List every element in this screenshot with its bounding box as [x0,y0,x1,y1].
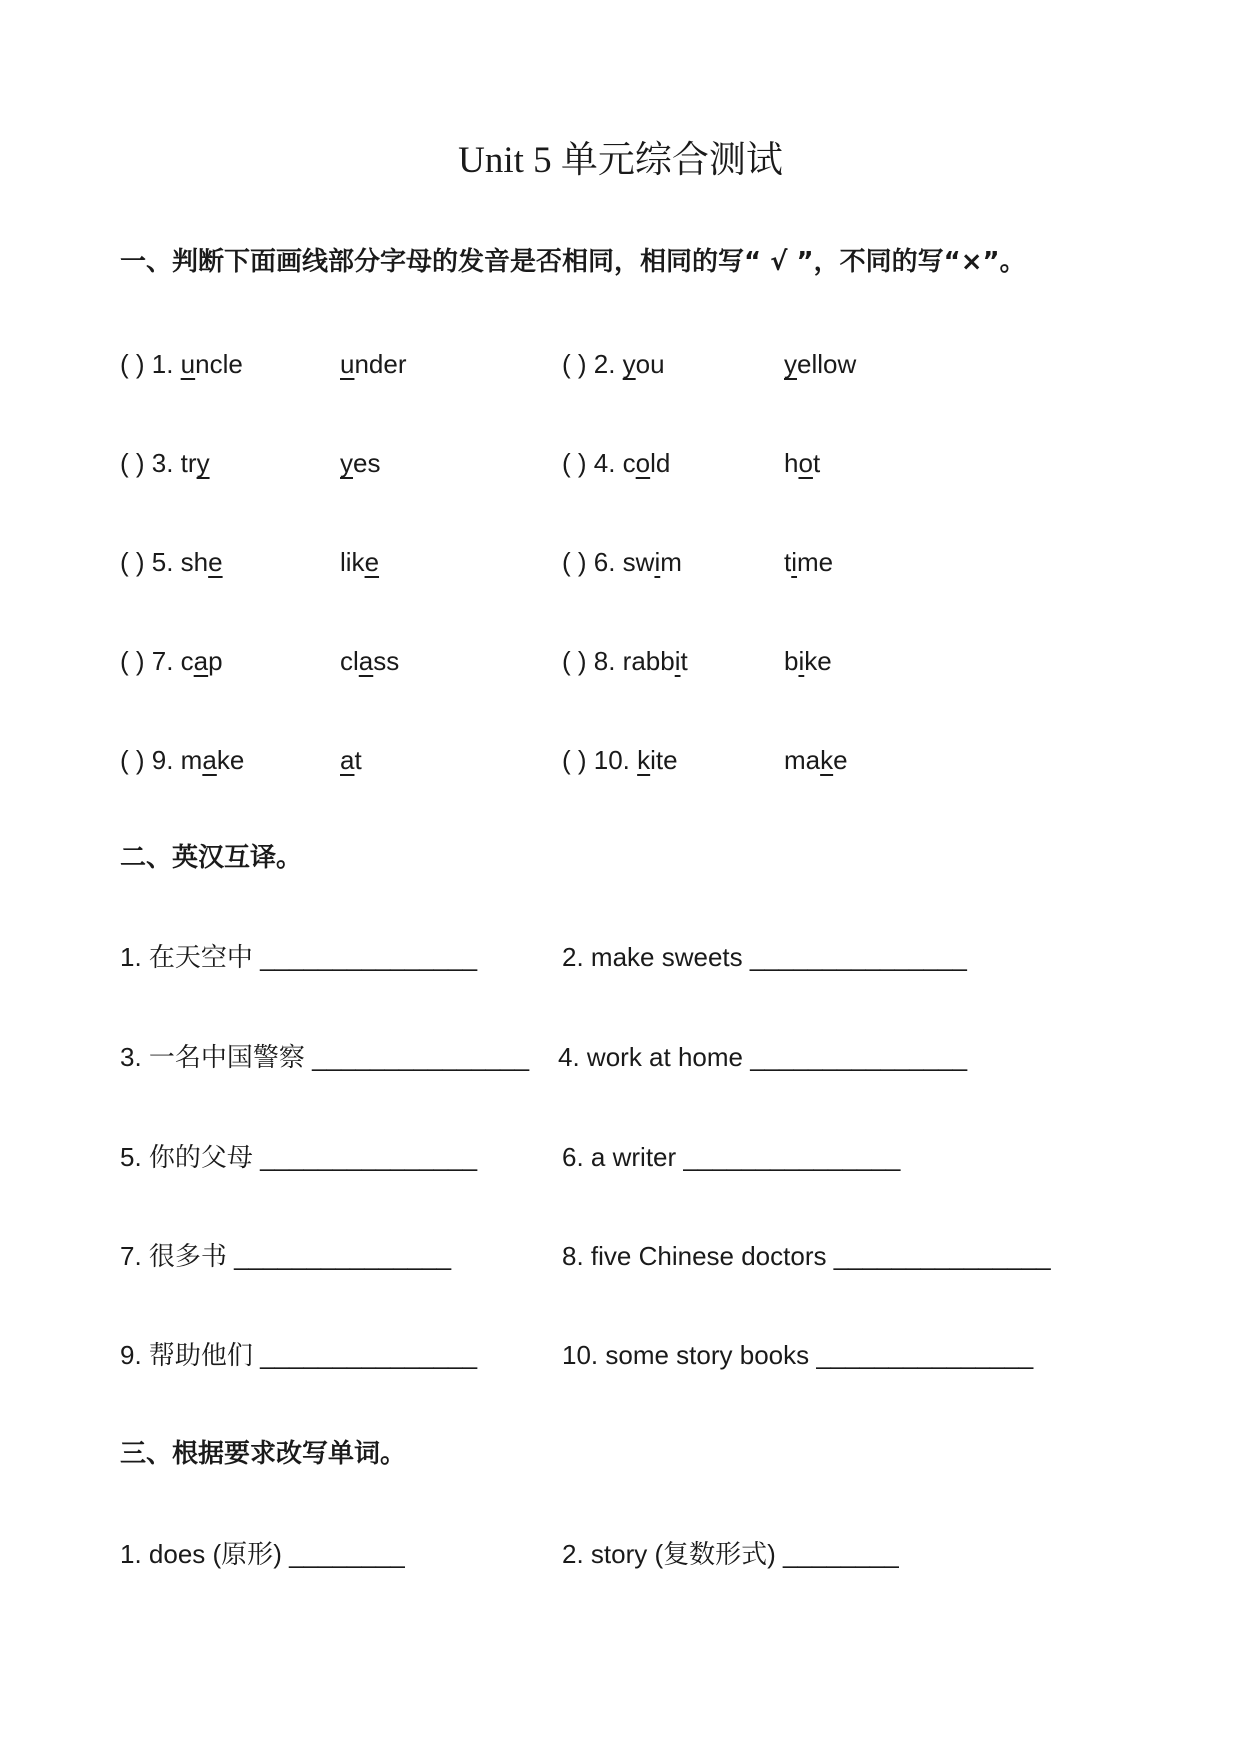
answer-blank: ) ________ [767,1539,899,1569]
pronunciation-item [120,747,244,773]
item-text: 你的父母 [148,1143,253,1173]
underlined-letters: e [364,547,380,577]
item-text: a writer [590,1142,677,1172]
item-number: 3. [120,1042,149,1072]
word-part: t [812,448,821,478]
answer-blank: _______________ [252,1340,478,1370]
pronunciation-item [562,549,682,575]
item-label: ( ) 4. [562,448,623,478]
underlined-letters: k [637,745,651,775]
answer-blank: _______________ [252,942,478,972]
page-title: Unit 5 单元综合测试 [458,140,783,181]
item-text: five Chinese doctors [590,1241,827,1271]
compare-word [784,450,820,476]
underlined-letters: a [202,745,217,775]
word-part: ss [373,646,400,676]
answer-blank: _______________ [826,1241,1051,1271]
translation-item [120,944,477,971]
underlined-letters: k [820,745,834,775]
underlined-letters: i [674,646,681,676]
word-part: ke [216,745,245,775]
rewrite-item [120,1541,405,1568]
item-note: 原形 [221,1540,274,1570]
translation-item [120,1144,477,1171]
word-part: es [353,448,381,478]
item-label: ( ) 7. [120,646,181,676]
word-part: ma [784,745,821,775]
underlined-letters: y [196,448,210,478]
item-word: 2. story ( [562,1539,664,1569]
pronunciation-item [120,450,210,476]
item-label: ( ) 6. [562,547,623,577]
translation-item [120,1044,529,1071]
pronunciation-item [562,450,670,476]
item-word: 1. does ( [120,1539,222,1569]
translation-item [120,1243,451,1270]
word-part: h [784,448,799,478]
compare-word [784,549,833,575]
translation-item [562,944,967,970]
translation-item [562,1243,1051,1269]
item-label: ( ) 5. [120,547,181,577]
item-note: 复数形式 [663,1540,768,1570]
pronunciation-item [120,351,243,377]
word-part: ncle [195,349,243,379]
word-part: t [354,745,362,775]
item-label: ( ) 9. [120,745,181,775]
word-part: e [833,745,848,775]
item-number: 7. [120,1241,149,1271]
item-number: 5. [120,1142,149,1172]
word-part: sh [180,547,209,577]
underlined-letters: i [798,646,805,676]
answer-blank: _______________ [742,942,967,972]
item-text: 帮助他们 [148,1341,253,1371]
word-part: t [680,646,688,676]
word-part: nder [354,349,407,379]
item-label: ( ) 2. [562,349,623,379]
underlined-letters: y [784,349,797,379]
word-part: tr [180,448,197,478]
compare-word [340,549,379,575]
pronunciation-item [562,351,665,377]
word-part: t [784,547,792,577]
compare-word [340,351,407,377]
item-text: some story books [605,1340,810,1370]
item-number: 9. [120,1340,149,1370]
item-text: work at home [586,1042,743,1072]
underlined-letters: a [358,646,374,676]
translation-item [558,1044,967,1070]
item-text: 很多书 [148,1242,227,1272]
underlined-letters: u [340,349,355,379]
answer-blank: _______________ [304,1042,530,1072]
section-3-heading: 三、根据要求改写单词。 [120,1439,407,1469]
item-label: ( ) 8. [562,646,623,676]
pronunciation-item [120,648,223,674]
underlined-letters: i [654,547,661,577]
item-text: 一名中国警察 [148,1043,305,1073]
item-number: 2. [562,942,591,972]
word-part: cl [340,646,359,676]
answer-blank: _______________ [676,1142,901,1172]
word-part: lik [340,547,365,577]
underlined-letters: i [791,547,798,577]
item-number: 4. [558,1042,587,1072]
answer-blank: ) ________ [273,1539,405,1569]
word-part: m [660,547,682,577]
word-part: m [180,745,203,775]
pronunciation-item [120,549,223,575]
item-text: 在天空中 [148,943,253,973]
item-number: 8. [562,1241,591,1271]
word-part: ke [804,646,832,676]
word-part: sw [622,547,655,577]
answer-blank: _______________ [743,1042,968,1072]
word-part: me [797,547,834,577]
answer-blank: _______________ [226,1241,452,1271]
pronunciation-item [562,747,678,773]
word-part: ite [650,745,678,775]
word-part: ld [650,448,671,478]
underlined-letters: a [340,745,355,775]
word-part: ou [635,349,665,379]
underlined-letters: u [180,349,196,379]
word-part: p [208,646,223,676]
underlined-letters: y [622,349,636,379]
item-number: 10. [562,1340,606,1370]
compare-word [340,450,380,476]
compare-word [784,747,848,773]
compare-word [340,747,362,773]
item-text: make sweets [590,942,743,972]
underlined-letters: o [635,448,651,478]
underlined-letters: a [193,646,209,676]
underlined-letters: o [798,448,813,478]
section-2-heading: 二、英汉互译。 [120,843,303,873]
compare-word [784,648,832,674]
item-number: 6. [562,1142,591,1172]
item-label: ( ) 10. [562,745,638,775]
pronunciation-item [562,648,688,674]
answer-blank: _______________ [252,1142,478,1172]
item-label: ( ) 3. [120,448,181,478]
word-part: b [784,646,799,676]
item-number: 1. [120,942,149,972]
translation-item [562,1342,1033,1368]
word-part: ellow [797,349,857,379]
compare-word [340,648,399,674]
item-label: ( ) 1. [120,349,181,379]
word-part: c [622,448,636,478]
translation-item [120,1342,477,1369]
underlined-letters: e [208,547,223,577]
section-1-heading: 一、判断下面画线部分字母的发音是否相同，相同的写“ √ ”，不同的写“×”。 [120,247,1026,277]
word-part: c [180,646,194,676]
compare-word [784,351,856,377]
word-part: rabb [622,646,675,676]
underlined-letters: y [340,448,353,478]
rewrite-item [562,1541,899,1568]
answer-blank: _______________ [809,1340,1034,1370]
translation-item [562,1144,900,1170]
